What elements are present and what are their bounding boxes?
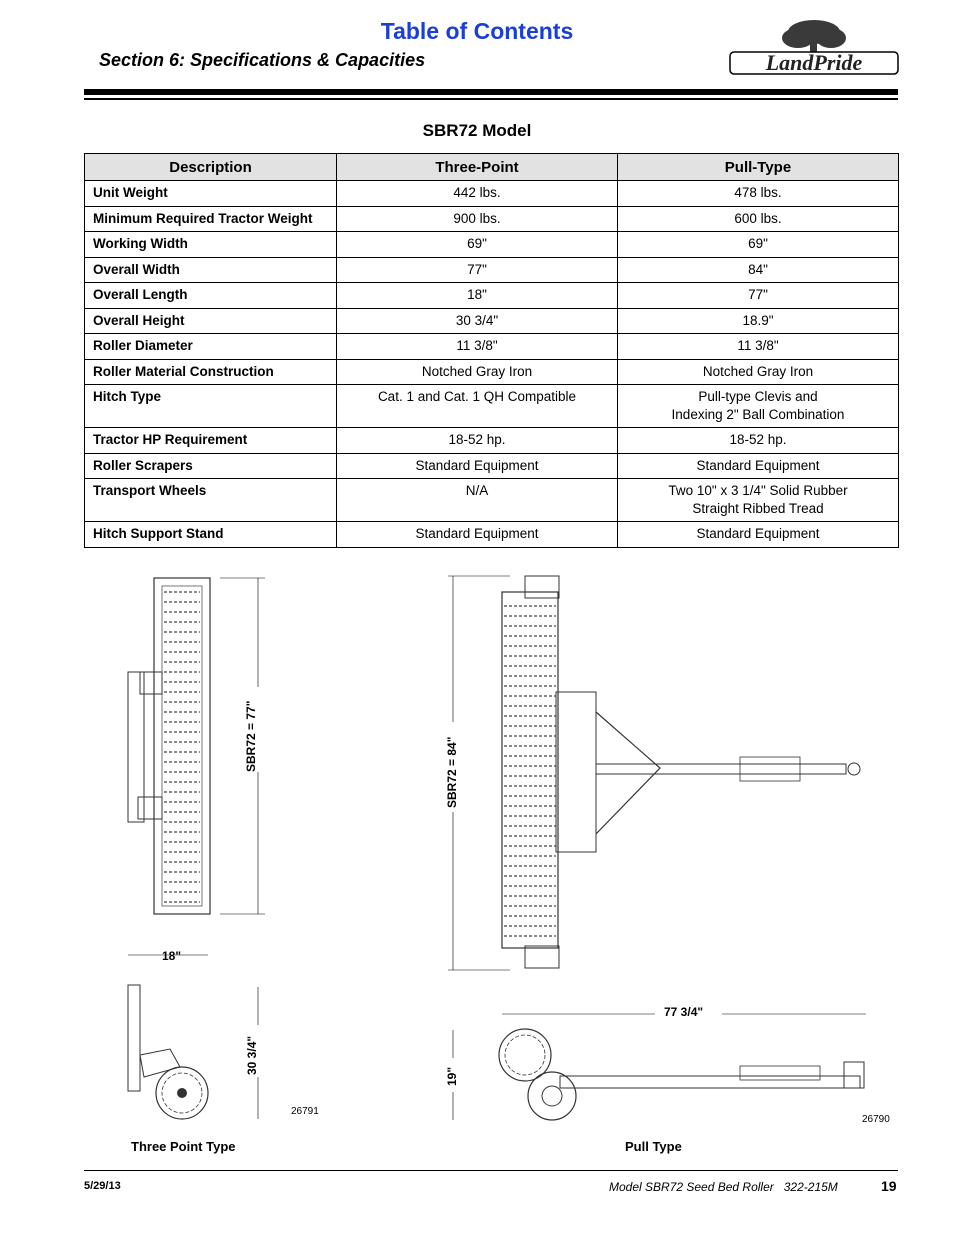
- table-row: [85, 283, 899, 309]
- three-point-figure-number: 26791: [291, 1106, 319, 1117]
- pull-width-label: SBR72 = 84": [445, 736, 459, 808]
- cell-three-point: 18-52 hp.: [337, 428, 618, 454]
- cell-pull-type: 69": [618, 232, 899, 258]
- table-row: [85, 308, 899, 334]
- cell-pull-type: Notched Gray Iron: [618, 359, 899, 385]
- table-row: [85, 334, 899, 360]
- cell-three-point: 442 lbs.: [337, 181, 618, 207]
- table-row: [85, 428, 899, 454]
- table-row: [85, 206, 899, 232]
- three-point-top-view-drawing: [120, 572, 280, 920]
- table-row: [85, 181, 899, 207]
- cell-description: Transport Wheels: [85, 479, 337, 522]
- logo-text: LandPride: [765, 50, 863, 75]
- footer-rule: [84, 1170, 898, 1171]
- cell-three-point: Cat. 1 and Cat. 1 QH Compatible: [337, 385, 618, 428]
- cell-pull-type: 18.9": [618, 308, 899, 334]
- cell-pull-type: 478 lbs.: [618, 181, 899, 207]
- table-row: [85, 453, 899, 479]
- cell-three-point: 30 3/4": [337, 308, 618, 334]
- col-header-description: Description: [85, 154, 337, 181]
- cell-three-point: Notched Gray Iron: [337, 359, 618, 385]
- cell-three-point: 69": [337, 232, 618, 258]
- specifications-table: [84, 153, 899, 548]
- model-title: SBR72 Model: [422, 121, 532, 140]
- cell-description: Overall Length: [85, 283, 337, 309]
- cell-pull-type: Standard Equipment: [618, 522, 899, 548]
- cell-pull-type: Pull-type Clevis and Indexing 2" Ball Combination: [618, 385, 899, 428]
- cell-three-point: 11 3/8": [337, 334, 618, 360]
- pull-length-label: 77 3/4": [664, 1005, 704, 1019]
- cell-pull-type: Two 10" x 3 1/4" Solid Rubber Straight Ribbed Tread: [618, 479, 899, 522]
- table-row: [85, 385, 899, 428]
- page-number: 19: [881, 1178, 897, 1194]
- header-rule-thin: [84, 98, 898, 100]
- cell-description: Unit Weight: [85, 181, 337, 207]
- footer-model: Model SBR72 Seed Bed Roller 322-215M: [609, 1180, 838, 1194]
- three-point-height-label: 30 3/4": [245, 1035, 259, 1075]
- footer-date: 5/29/13: [84, 1180, 121, 1192]
- header-rule-thick: [84, 89, 898, 95]
- cell-pull-type: 600 lbs.: [618, 206, 899, 232]
- pull-type-caption: Pull Type: [625, 1139, 682, 1154]
- cell-description: Hitch Support Stand: [85, 522, 337, 548]
- pull-height-label: 19": [445, 1066, 459, 1086]
- cell-pull-type: 84": [618, 257, 899, 283]
- cell-three-point: Standard Equipment: [337, 522, 618, 548]
- cell-description: Overall Width: [85, 257, 337, 283]
- cell-three-point: Standard Equipment: [337, 453, 618, 479]
- cell-pull-type: 18-52 hp.: [618, 428, 899, 454]
- cell-pull-type: 77": [618, 283, 899, 309]
- pull-type-figure-number: 26790: [862, 1114, 890, 1125]
- land-pride-logo: [728, 18, 900, 80]
- table-row: [85, 359, 899, 385]
- cell-three-point: N/A: [337, 479, 618, 522]
- pull-type-top-view-drawing: [440, 572, 880, 974]
- cell-description: Hitch Type: [85, 385, 337, 428]
- table-row: [85, 232, 899, 258]
- cell-description: Overall Height: [85, 308, 337, 334]
- cell-three-point: 18": [337, 283, 618, 309]
- cell-three-point: 77": [337, 257, 618, 283]
- cell-description: Minimum Required Tractor Weight: [85, 206, 337, 232]
- three-point-length-label: 18": [162, 949, 182, 963]
- table-of-contents-link[interactable]: Table of Contents: [380, 18, 574, 44]
- three-point-width-label: SBR72 = 77": [244, 700, 258, 772]
- table-header-row: [85, 154, 899, 181]
- cell-description: Roller Scrapers: [85, 453, 337, 479]
- cell-description: Working Width: [85, 232, 337, 258]
- pull-type-side-view-drawing: [440, 1000, 880, 1125]
- three-point-caption: Three Point Type: [131, 1139, 236, 1154]
- col-header-pull-type: Pull-Type: [618, 154, 899, 181]
- col-header-three-point: Three-Point: [337, 154, 618, 181]
- table-row: [85, 479, 899, 522]
- table-row: [85, 522, 899, 548]
- cell-description: Tractor HP Requirement: [85, 428, 337, 454]
- cell-description: Roller Material Construction: [85, 359, 337, 385]
- cell-description: Roller Diameter: [85, 334, 337, 360]
- cell-pull-type: Standard Equipment: [618, 453, 899, 479]
- cell-pull-type: 11 3/8": [618, 334, 899, 360]
- cell-three-point: 900 lbs.: [337, 206, 618, 232]
- three-point-side-view-drawing: [120, 945, 280, 1125]
- section-title: Section 6: Specifications & Capacities: [99, 50, 426, 70]
- table-row: [85, 257, 899, 283]
